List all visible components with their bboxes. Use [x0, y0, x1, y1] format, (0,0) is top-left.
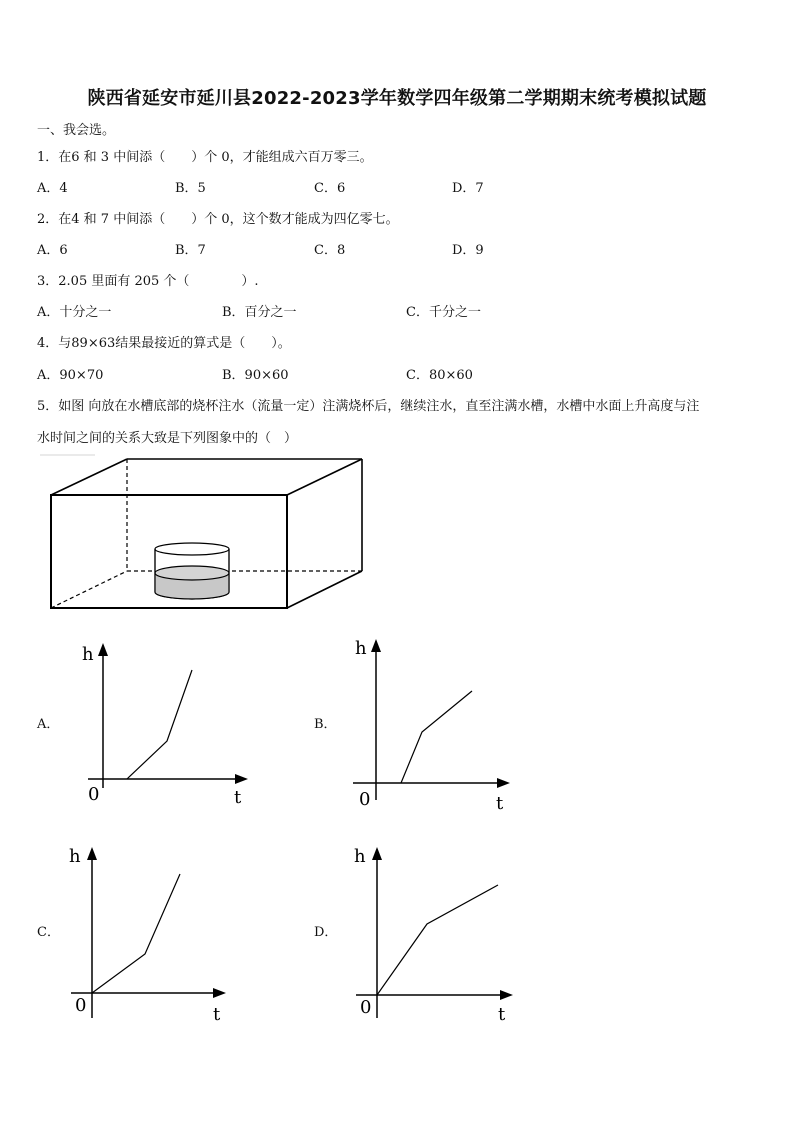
q1-option-b[interactable]: B．5	[175, 181, 206, 196]
graph-d	[350, 843, 530, 1028]
water-tank-figure	[40, 452, 370, 617]
graph-d-y-label: h	[354, 846, 366, 867]
q4-option-c[interactable]: C．80×60	[406, 368, 473, 383]
q1-option-a[interactable]: A．4	[37, 181, 68, 196]
q2-option-d[interactable]: D．9	[452, 243, 484, 258]
q3-option-c[interactable]: C．千分之一	[406, 305, 481, 320]
q4-option-a[interactable]: A．90×70	[37, 368, 104, 383]
question-5-stem-line1: 5．如图 向放在水槽底部的烧杯注水（流量一定）注满烧杯后，继续注水，直至注满水槽，水槽中水面上升高度与注	[37, 399, 700, 414]
graph-c-y-label: h	[69, 846, 81, 867]
graph-b	[350, 635, 530, 815]
q3-option-a[interactable]: A．十分之一	[37, 305, 112, 320]
graph-a-x-label: t	[234, 787, 242, 808]
graph-b-origin: 0	[359, 789, 371, 810]
question-2-stem: 2．在4 和 7 中间添（ ）个 0，这个数才能成为四亿零七。	[37, 212, 399, 227]
beaker	[155, 543, 229, 599]
q2-option-a[interactable]: A．6	[37, 243, 68, 258]
q1-option-c[interactable]: C．6	[314, 181, 346, 196]
graph-b-label[interactable]: B．	[314, 717, 337, 732]
section-heading: 一、我会选。	[37, 123, 116, 138]
question-1-stem: 1．在6 和 3 中间添（ ）个 0，才能组成六百万零三。	[37, 150, 373, 165]
graph-c-origin: 0	[75, 995, 87, 1016]
q4-option-b[interactable]: B．90×60	[222, 368, 289, 383]
question-3-stem: 3．2.05 里面有 205 个（ ）.	[37, 274, 259, 289]
q2-option-c[interactable]: C．8	[314, 243, 346, 258]
graph-a-label[interactable]: A．	[37, 717, 60, 732]
graph-d-x-label: t	[498, 1004, 506, 1025]
graph-a-y-label: h	[82, 644, 94, 665]
graph-b-y-label: h	[355, 638, 367, 659]
question-4-stem: 4．与89×63结果最接近的算式是（ ）。	[37, 336, 291, 351]
graph-a-origin: 0	[88, 784, 100, 805]
exam-title: 陕西省延安市延川县2022-2023学年数学四年级第二学期期末统考模拟试题	[87, 88, 707, 109]
q2-option-b[interactable]: B．7	[175, 243, 206, 258]
graph-d-origin: 0	[360, 997, 372, 1018]
graph-a	[80, 640, 260, 815]
q1-option-d[interactable]: D．7	[452, 181, 484, 196]
graph-d-label[interactable]: D．	[314, 925, 338, 940]
graph-c-label[interactable]: C．	[37, 925, 60, 940]
graph-c-x-label: t	[213, 1004, 221, 1025]
q3-option-b[interactable]: B．百分之一	[222, 305, 297, 320]
graph-b-x-label: t	[496, 793, 504, 814]
graph-c	[65, 843, 245, 1028]
question-5-stem-line2: 水时间之间的关系大致是下列图象中的（ ）	[37, 431, 298, 446]
